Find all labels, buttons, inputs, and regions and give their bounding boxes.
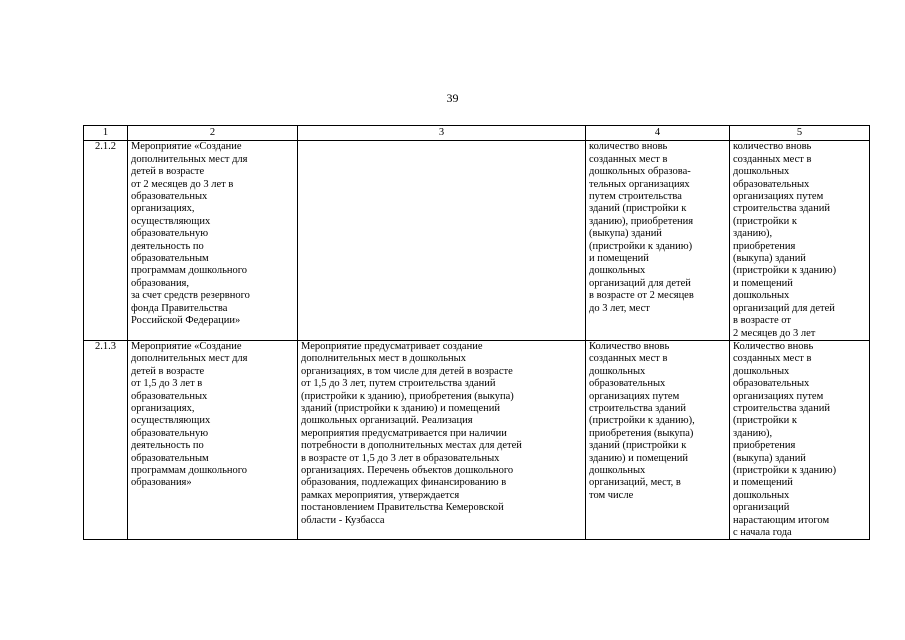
cell-text-line: 2 месяцев до 3 лет	[733, 327, 816, 339]
column-header-3: 3	[298, 126, 586, 141]
cell-text-line: организаций для детей	[733, 302, 835, 314]
cell-text-line: (пристройки к зданию)	[733, 464, 837, 476]
cell-text-line: образовательных	[131, 191, 208, 203]
cell-text-line: и помещений	[589, 253, 649, 265]
column-header-5: 5	[730, 126, 870, 141]
cell-text-line: образовательную	[131, 427, 209, 439]
cell-text-line: дополнительных мест для	[131, 353, 248, 365]
cell-text-line: в возрасте от 2 месяцев	[589, 290, 694, 302]
row-number: 2.1.2	[84, 141, 128, 341]
table-row	[84, 141, 870, 341]
cell-text-line: дошкольных	[733, 290, 790, 302]
cell-text-line: Мероприятие предусматривает создание	[301, 340, 483, 352]
cell-text-line: в возрасте от 1,5 до 3 лет в образовательных	[301, 452, 500, 464]
cell-text-line: организациях,	[131, 203, 195, 215]
cell-text-line: образования,	[131, 277, 190, 289]
cell-text-line: дошкольных организаций. Реализация	[301, 415, 473, 427]
table-header-row	[84, 126, 870, 141]
cell-text-line: образовательных	[733, 378, 810, 390]
cell-text-line: строительства зданий	[733, 402, 830, 414]
document-table	[83, 125, 870, 540]
cell-text-line: дошкольных образова-	[589, 166, 691, 178]
cell-text-line: образования, подлежащих финансированию в	[301, 477, 507, 489]
cell-text-line: Мероприятие «Создание	[131, 340, 242, 352]
cell-text-line: созданных мест в	[733, 153, 812, 165]
cell-text-line: (выкупа) зданий	[733, 253, 806, 265]
cell-text-line: осуществляющих	[131, 415, 211, 427]
cell-text-line: (пристройки к зданию)	[589, 240, 693, 252]
cell-text-line: от 1,5 до 3 лет, путем строительства зданий	[301, 378, 496, 390]
result-cell	[730, 141, 870, 341]
cell-text-line: за счет средств резервного	[131, 290, 250, 302]
cell-text-line: зданий (пристройки к зданию) и помещений	[301, 402, 500, 414]
table-row	[84, 340, 870, 540]
cell-text-line: (пристройки к	[733, 415, 797, 427]
cell-text-line: Мероприятие «Создание	[131, 141, 242, 153]
cell-text-line: зданий (пристройки к	[589, 440, 687, 452]
cell-text-line: организациях,	[131, 402, 195, 414]
cell-text-line: количество вновь	[589, 141, 668, 153]
cell-text-line: образовательных	[131, 390, 208, 402]
cell-text-line: образовательным	[131, 253, 209, 265]
cell-text-line: деятельность по	[131, 240, 204, 252]
cell-text-line: в возрасте от	[733, 315, 792, 327]
cell-text-line: организациях. Перечень объектов дошкольного	[301, 464, 514, 476]
cell-text-line: образовательных	[589, 378, 666, 390]
cell-text-line: детей в возрасте	[131, 166, 205, 178]
cell-text-line: строительства зданий	[589, 402, 686, 414]
cell-text-line: осуществляющих	[131, 215, 211, 227]
cell-text-line: организациях, в том числе для детей в возрасте	[301, 365, 513, 377]
cell-text-line: Количество вновь	[733, 340, 814, 352]
cell-text-line: дошкольных	[589, 365, 646, 377]
cell-text-line: созданных мест в	[589, 153, 668, 165]
cell-text-line: постановлением Правительства Кемеровской	[301, 502, 504, 514]
page-number: 39	[446, 91, 459, 105]
cell-text-line: и помещений	[733, 477, 793, 489]
cell-text-line: дошкольных	[733, 489, 790, 501]
cell-text-line: зданию) и помещений	[589, 452, 688, 464]
cell-text-line: том числе	[589, 489, 634, 501]
cell-text-line: созданных мест в	[733, 353, 812, 365]
cell-text-line: от 2 месяцев до 3 лет в	[131, 178, 234, 190]
cell-text-line: (пристройки к зданию),	[589, 415, 695, 427]
cell-text-line: (выкупа) зданий	[733, 452, 806, 464]
cell-text-line: (пристройки к зданию)	[733, 265, 837, 277]
cell-text-line: строительства зданий	[733, 203, 830, 215]
indicator-cell	[586, 340, 730, 540]
cell-text-line: созданных мест в	[589, 353, 668, 365]
column-header-4: 4	[586, 126, 730, 141]
cell-text-line: дополнительных мест в дошкольных	[301, 353, 466, 365]
description-cell	[298, 141, 586, 341]
cell-text-line: дополнительных мест для	[131, 153, 248, 165]
column-header-1: 1	[84, 126, 128, 141]
cell-text-line: от 1,5 до 3 лет в	[131, 378, 203, 390]
cell-text-line: образования»	[131, 477, 192, 489]
cell-text-line: зданию), приобретения	[589, 215, 694, 227]
cell-text-line: количество вновь	[733, 141, 812, 153]
cell-text-line: потребности в дополнительных местах для детей	[301, 440, 522, 452]
cell-text-line: дошкольных	[733, 365, 790, 377]
cell-text-line: Российской Федерации»	[131, 315, 241, 327]
cell-text-line: приобретения	[733, 240, 796, 252]
cell-text-line: с начала года	[733, 527, 792, 538]
column-header-2: 2	[128, 126, 298, 141]
measure-name-cell	[128, 340, 298, 540]
cell-text-line: программам дошкольного	[131, 265, 248, 277]
cell-text-line: детей в возрасте	[131, 365, 205, 377]
cell-text-line: мероприятия предусматривается при наличии	[301, 427, 507, 439]
cell-text-line: организаций для детей	[589, 277, 691, 289]
cell-text-line: образовательным	[131, 452, 209, 464]
cell-text-line: образовательных	[733, 178, 810, 190]
cell-text-line: области - Кузбасса	[301, 514, 385, 526]
cell-text-line: организаций, мест, в	[589, 477, 681, 489]
cell-text-line: нарастающим итогом	[733, 514, 830, 526]
cell-text-line: (пристройки к	[733, 215, 797, 227]
cell-text-line: организациях путем	[589, 390, 680, 402]
cell-text-line: Количество вновь	[589, 340, 670, 352]
description-cell	[298, 340, 586, 540]
cell-text-line: фонда Правительства	[131, 302, 228, 314]
cell-text-line: дошкольных	[589, 464, 646, 476]
measure-name-cell	[128, 141, 298, 341]
row-number: 2.1.3	[84, 340, 128, 540]
indicator-cell	[586, 141, 730, 341]
cell-text-line: путем строительства	[589, 191, 682, 203]
cell-text-line: деятельность по	[131, 440, 204, 452]
cell-text-line: рамках мероприятия, утверждается	[301, 489, 460, 501]
cell-text-line: зданий (пристройки к	[589, 203, 687, 215]
cell-text-line: организациях путем	[733, 191, 824, 203]
cell-text-line: зданию),	[733, 427, 773, 439]
cell-text-line: организаций	[733, 502, 790, 514]
cell-text-line: (выкупа) зданий	[589, 228, 662, 240]
cell-text-line: организациях путем	[733, 390, 824, 402]
result-cell	[730, 340, 870, 540]
cell-text-line: образовательную	[131, 228, 209, 240]
cell-text-line: приобретения (выкупа)	[589, 427, 694, 439]
cell-text-line: дошкольных	[589, 265, 646, 277]
cell-text-line: приобретения	[733, 440, 796, 452]
cell-text-line: зданию),	[733, 228, 773, 240]
cell-text-line: тельных организациях	[589, 178, 690, 190]
cell-text-line: дошкольных	[733, 166, 790, 178]
cell-text-line: до 3 лет, мест	[589, 302, 650, 314]
cell-text-line: программам дошкольного	[131, 464, 248, 476]
cell-text-line: и помещений	[733, 277, 793, 289]
cell-text-line: (пристройки к зданию), приобретения (выкупа)	[301, 390, 514, 402]
